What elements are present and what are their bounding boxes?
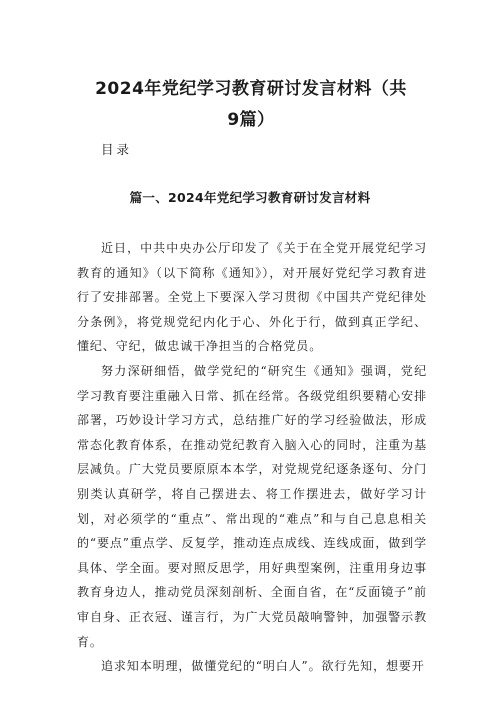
body-paragraph-2: 努力深研细悟，做学党纪的“研究生《通知》强调，党纪学习教育要注重融入日常、抓在经常。各级党组织要精心安排部署，巧妙设计学习方式，总结推广好的学习经验做法，形成常态化教育体系，在推动党纪教育入脑入心的同时，注重为基层减负。广大党员要原原本本学，对党规党纪逐条逐句、分门别类认真研学，将自己摆进去、将工作摆进去，做好学习计划，对必须学的“重点”、常出现的“难点”和与自己息息相关的“要点”重点学、反复学，推动连点成线、连线成面，做到学具体、学全面。要对照反思学，用好典型案例，注重用身边事教育身边人，推动党员深刻剖析、全面自省，在“反面镜子”前审自身、正衣冠、谨言行，为广大党员敲响警钟，加强警示教育。 <box>77 363 427 649</box>
body-paragraph-3: 追求知本明理，做懂党纪的“明白人”。欲行先知，想要开 <box>101 659 425 674</box>
document-title: 2024年党纪学习教育研讨发言材料（共9篇） <box>95 79 407 130</box>
section-heading: 篇一、2024年党纪学习教育研讨发言材料 <box>129 190 371 205</box>
body-text <box>77 236 427 679</box>
body-paragraph-1: 近日，中共中央办公厅印发了《关于在全党开展党纪学习教育的通知》（以下简称《通知》），对开展好党纪学习教育进行了安排部署。全党上下要深入学习贯彻《中国共产党纪律处分条例》，将党规党纪内化于心、外化于行，做到真正学纪、懂纪、守纪，做忠诚干净担当的合格党员。 <box>77 241 427 354</box>
toc-label: 目录 <box>101 142 133 157</box>
